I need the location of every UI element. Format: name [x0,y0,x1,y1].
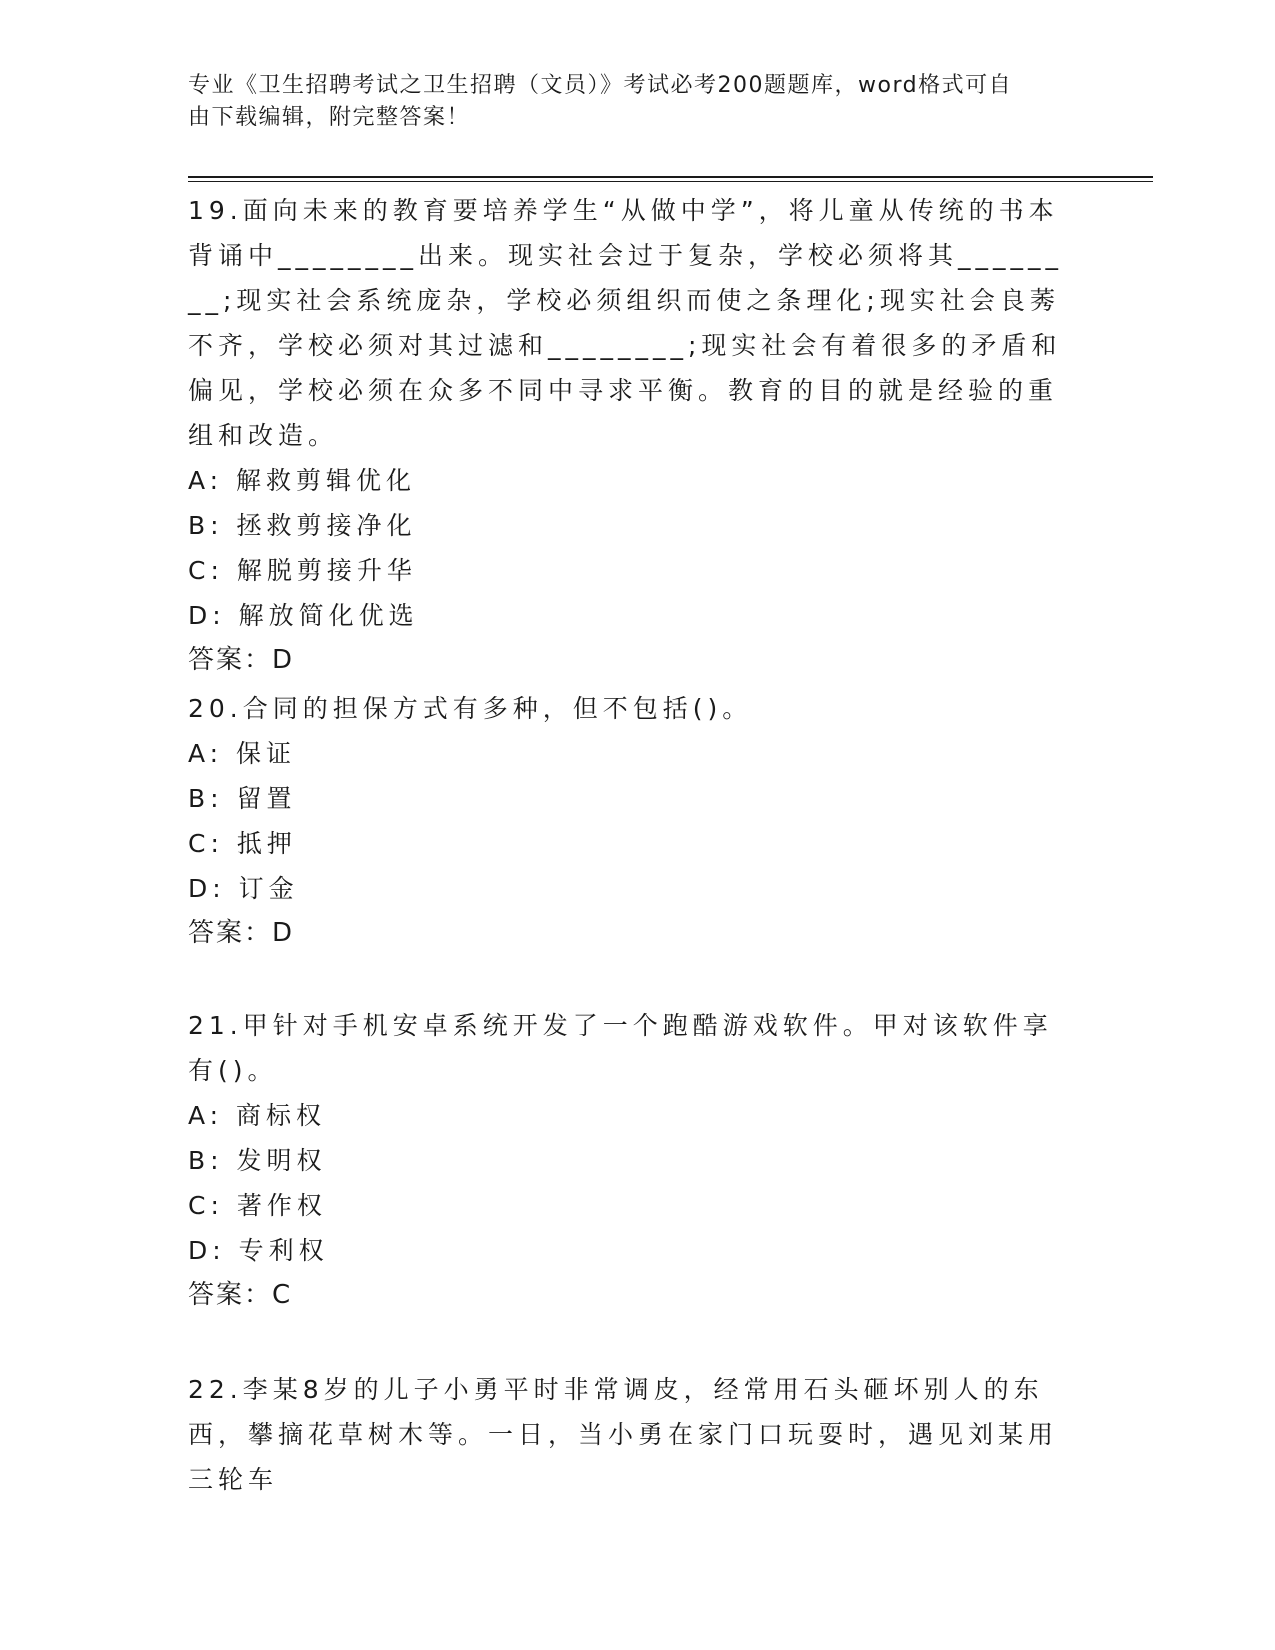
header-line-1: 专业《卫生招聘考试之卫生招聘（文员）》考试必考200题题库，word格式可自 [188,73,1013,98]
header-divider-thin [188,181,1153,182]
header-line-2: 由下载编辑，附完整答案！ [188,105,471,130]
answer-line: 答案：C [188,1280,293,1310]
question-20 [188,686,1068,956]
question-22 [188,1367,1068,1502]
option-a: A: 保证 [188,739,297,768]
option-b: B: 发明权 [188,1146,327,1175]
option-c: C: 抵押 [188,829,297,858]
answer-line: 答案：D [188,918,295,948]
option-d: D: 订金 [188,874,299,903]
question-19 [188,188,1068,683]
header-divider-thick [188,176,1153,178]
question-stem: 22.李某8岁的儿子小勇平时非常调皮，经常用石头砸坏别人的东西，攀摘花草树木等。一日，当小勇在家门口玩耍时，遇见刘某用三轮车 [188,1375,1059,1494]
option-c: C: 著作权 [188,1191,327,1220]
document-header [188,70,1068,134]
option-a: A: 商标权 [188,1101,327,1130]
option-b: B: 拯救剪接净化 [188,511,417,540]
option-a: A: 解救剪辑优化 [188,466,417,495]
option-c: C: 解脱剪接升华 [188,556,417,585]
option-d: D: 解放简化优选 [188,601,419,630]
question-stem: 20.合同的担保方式有多种，但不包括()。 [188,694,753,723]
question-stem: 19.面向未来的教育要培养学生“从做中学”，将儿童从传统的书本背诵中________出来。现实社会过于复杂，学校必须将其________;现实社会系统庞杂，学校必须组织而使之条理化;现实社会良莠不齐，学校必须对其过滤和________;现实社会有着很多的矛盾和偏见，学校必须在众多不同中寻求平衡。教育的目的就是经验的重组和改造。 [188,196,1064,450]
option-d: D: 专利权 [188,1236,329,1265]
question-21 [188,1003,1068,1318]
answer-line: 答案：D [188,645,295,675]
option-b: B: 留置 [188,784,297,813]
question-stem: 21.甲针对手机安卓系统开发了一个跑酷游戏软件。甲对该软件享有()。 [188,1011,1053,1085]
